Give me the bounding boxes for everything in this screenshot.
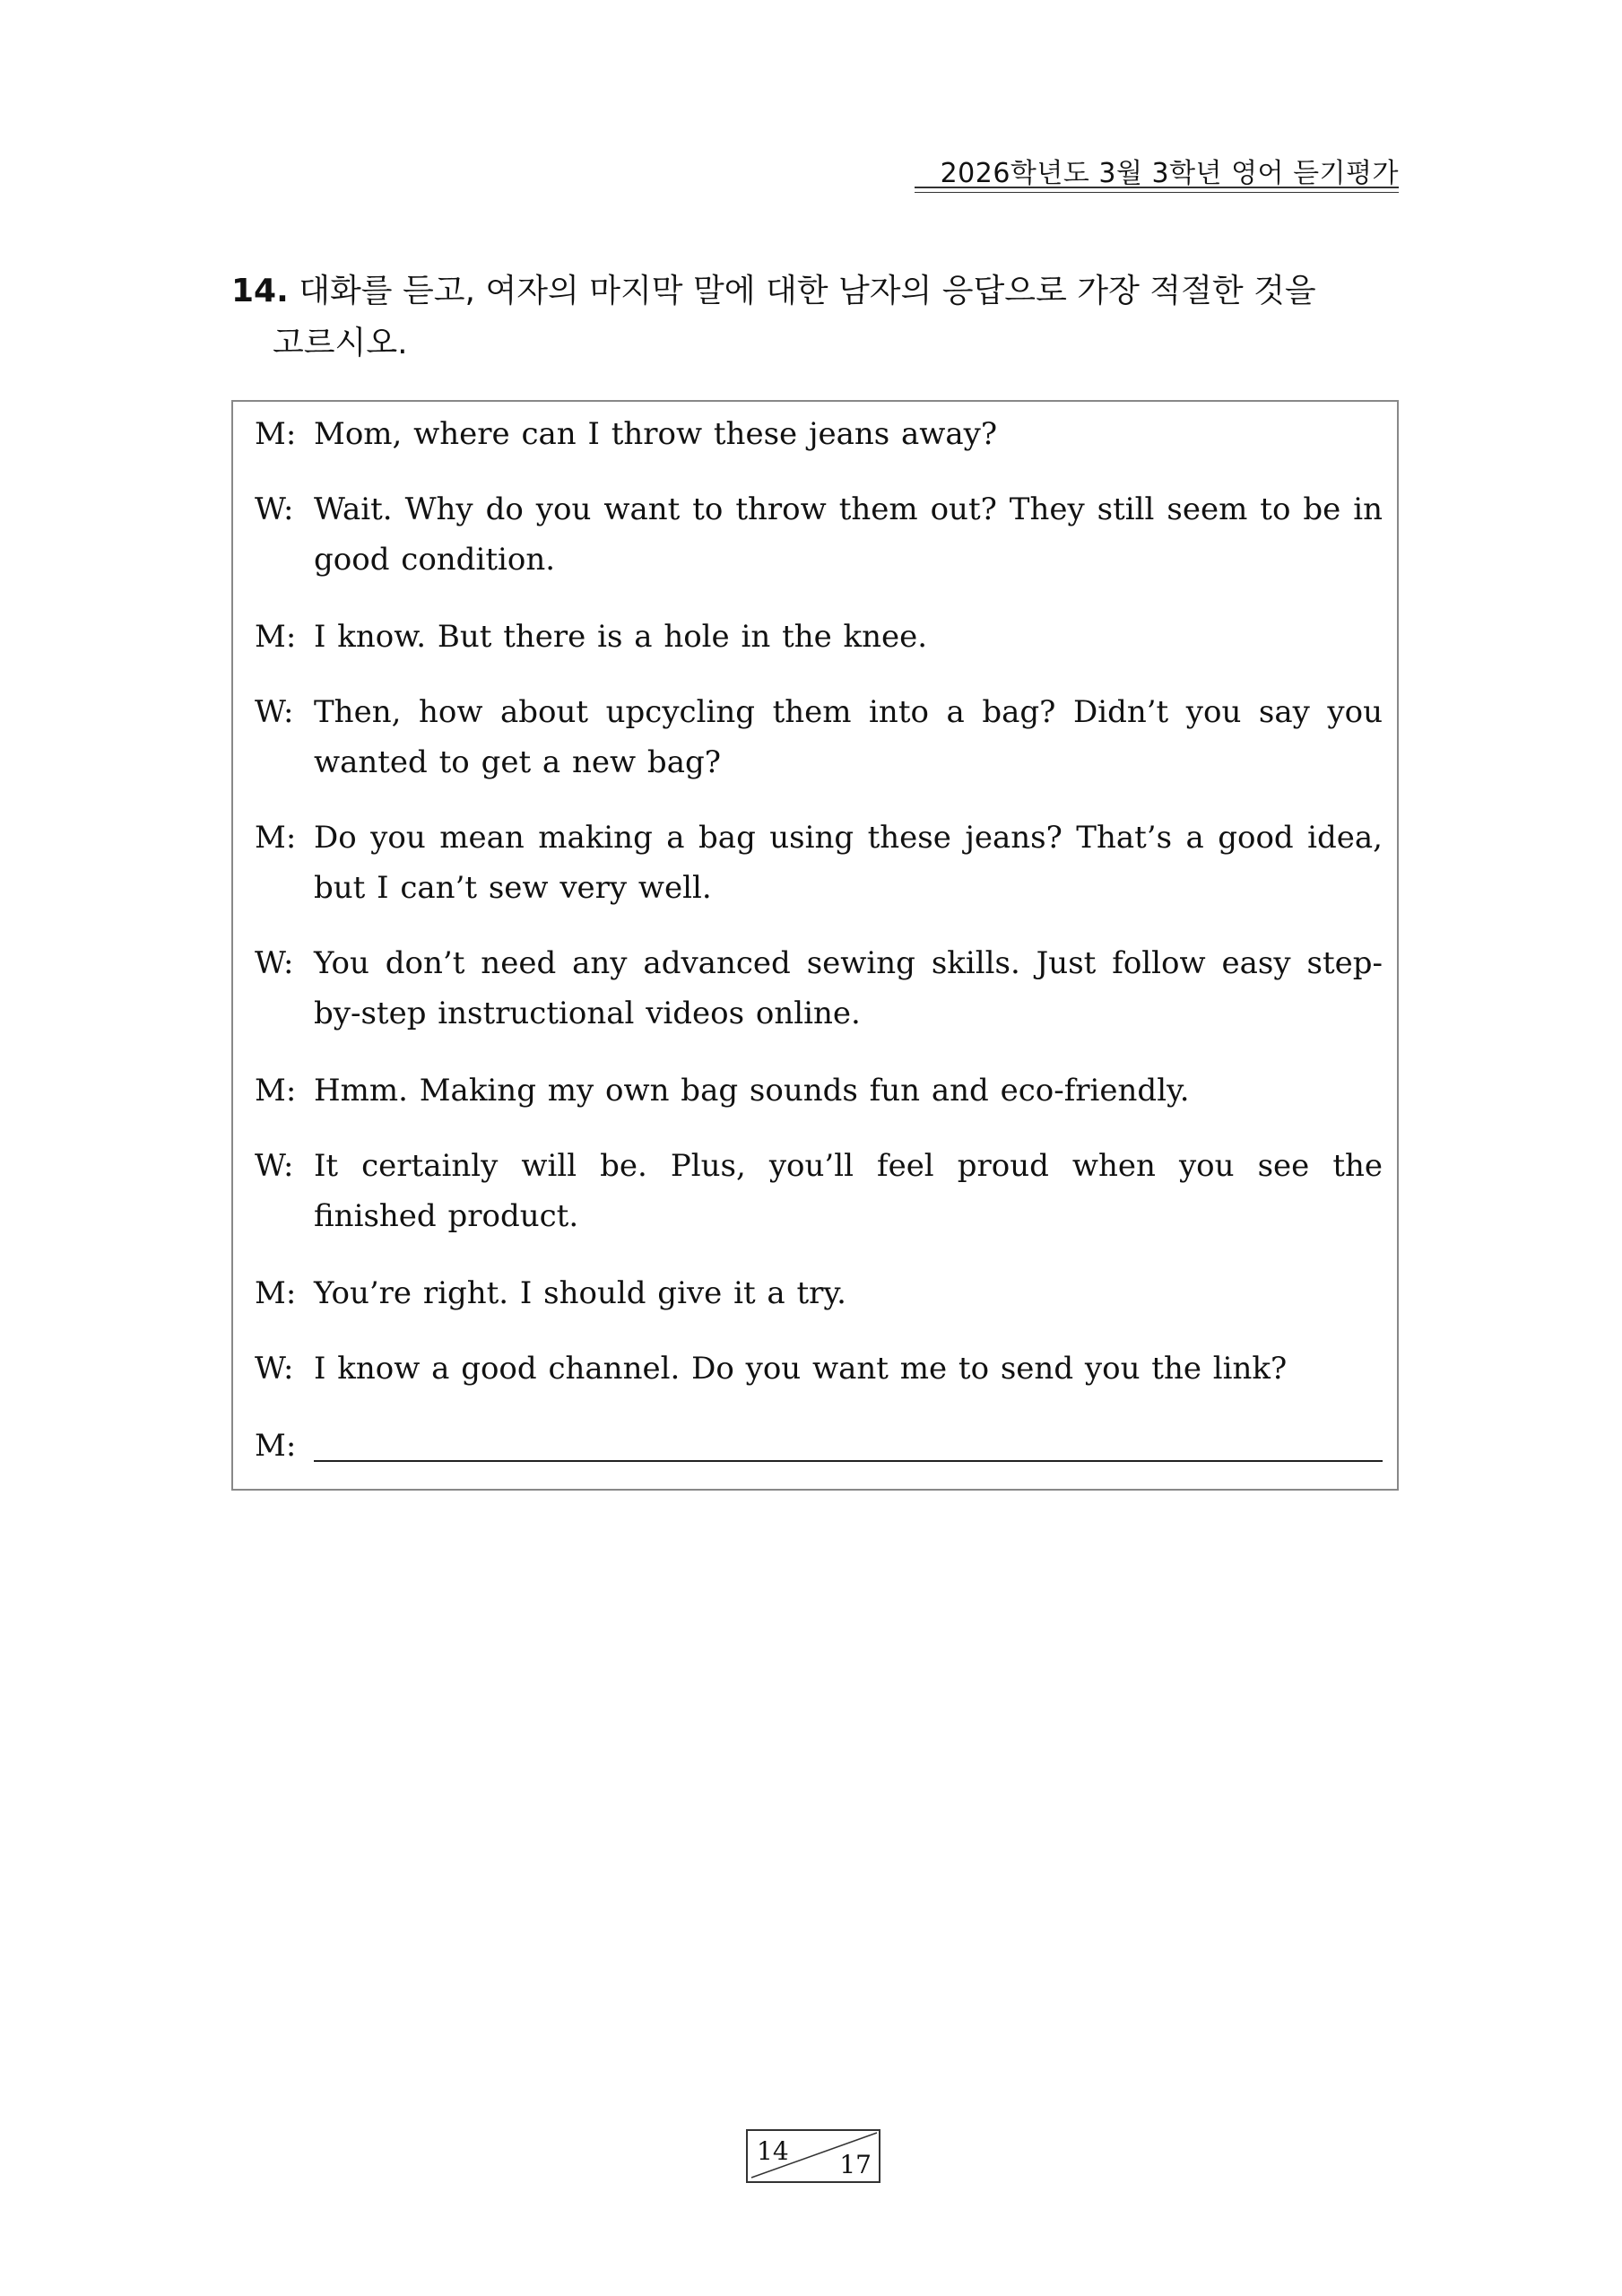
dialogue-text: I know. But there is a hole in the knee. <box>314 619 928 655</box>
speaker-label: M: <box>255 820 297 856</box>
dialogue-box <box>231 400 1399 1491</box>
dialogue-line <box>255 938 1383 1039</box>
total-pages: 17 <box>839 2150 872 2179</box>
dialogue-text: Hmm. Making my own bag sounds fun and eco-friendly. <box>314 1073 1190 1109</box>
dialogue-text: Wait. Why do you want to throw them out? They still seem to be in good condition. <box>314 491 1383 578</box>
dialogue-text: I know a good channel. Do you want me to send you the link? <box>314 1351 1288 1387</box>
question-number: 14. <box>231 273 289 309</box>
dialogue-line <box>255 1065 1383 1116</box>
speaker-label: M: <box>255 1275 297 1311</box>
exam-header-title: 2026학년도 3월 3학년 영어 듣기평가 <box>940 158 1399 189</box>
speaker-label: M: <box>255 1428 297 1464</box>
dialogue-text: You don’t need any advanced sewing skills. Just follow easy step-by-step instructional videos online. <box>314 945 1383 1031</box>
speaker-label: W: <box>255 1148 294 1184</box>
dialogue-line <box>255 409 1383 459</box>
speaker-label: W: <box>255 694 294 730</box>
dialogue-text: You’re right. I should give it a try. <box>314 1275 846 1311</box>
dialogue-line <box>255 612 1383 662</box>
speaker-label: W: <box>255 945 294 981</box>
answer-blank <box>314 1421 1383 1462</box>
dialogue-line <box>255 1141 1383 1241</box>
header-rule-thin <box>915 192 1399 193</box>
dialogue-line <box>255 1268 1383 1318</box>
header-rule <box>915 187 1399 188</box>
speaker-label: M: <box>255 619 297 655</box>
dialogue-text: It certainly will be. Plus, you’ll feel proud when you see the finished product. <box>314 1148 1383 1234</box>
question-text-line1: 대화를 듣고, 여자의 마지막 말에 대한 남자의 응답으로 가장 적절한 것을 <box>299 273 1316 309</box>
page-number-box <box>746 2129 880 2183</box>
dialogue-text: Do you mean making a bag using these jeans? That’s a good idea, but I can’t sew very well. <box>314 820 1383 906</box>
dialogue-line <box>255 484 1383 585</box>
dialogue-line-answer <box>255 1421 1383 1471</box>
current-page: 14 <box>757 2136 789 2166</box>
dialogue-line <box>255 687 1383 787</box>
question-text-line2: 고르시오. <box>273 325 408 361</box>
dialogue-text: Mom, where can I throw these jeans away? <box>314 416 998 452</box>
speaker-label: M: <box>255 1073 297 1109</box>
dialogue-line <box>255 813 1383 913</box>
question-prompt <box>231 265 1401 370</box>
speaker-label: W: <box>255 1351 294 1387</box>
speaker-label: W: <box>255 491 294 527</box>
dialogue-line <box>255 1344 1383 1394</box>
dialogue-text: Then, how about upcycling them into a bag? Didn’t you say you wanted to get a new bag? <box>314 694 1383 780</box>
speaker-label: M: <box>255 416 297 452</box>
